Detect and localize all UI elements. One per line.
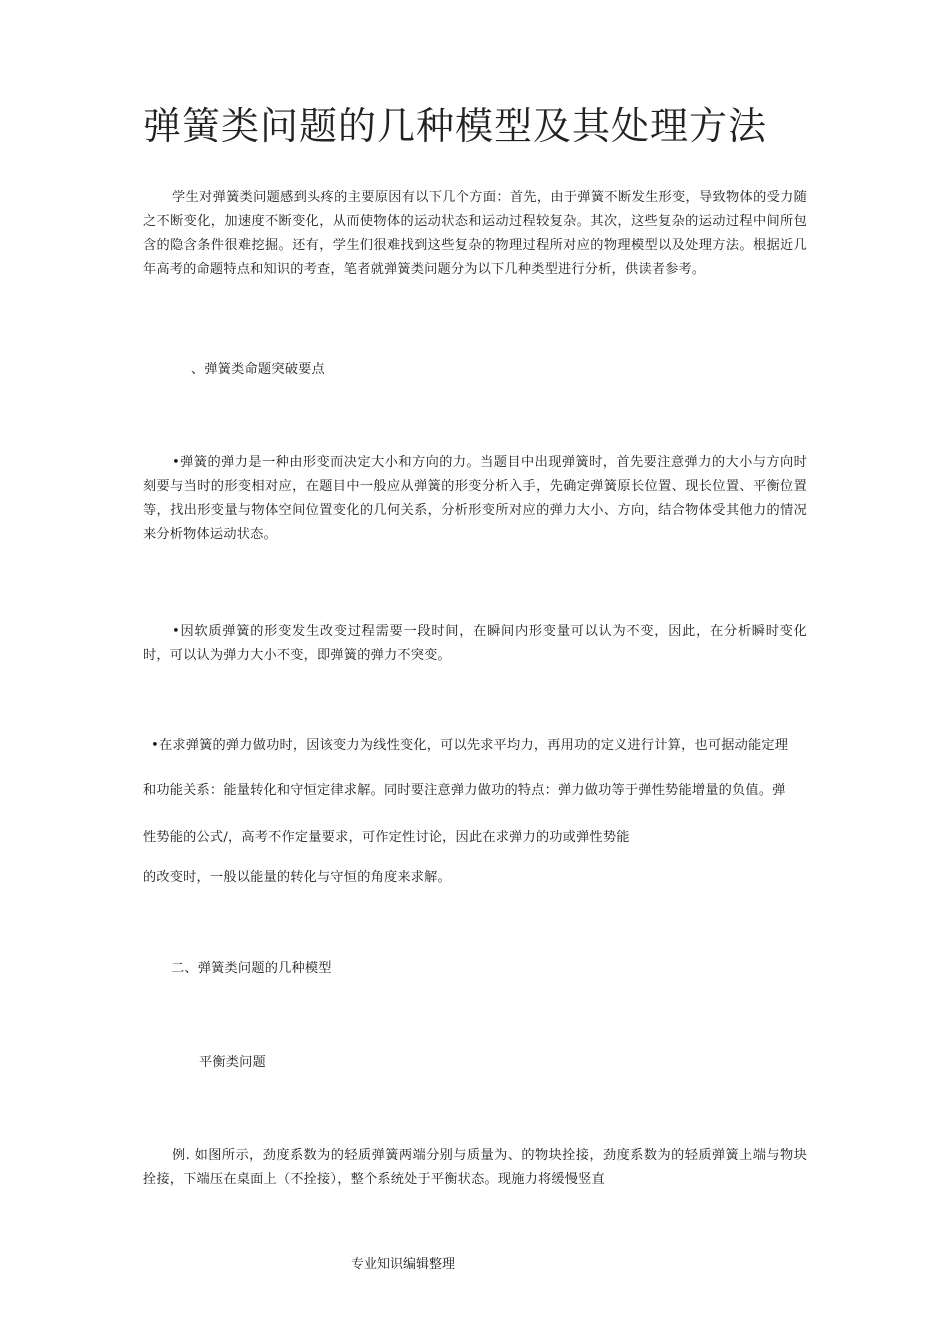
section-heading-breakthrough-points: 、弹簧类命题突破要点 <box>191 362 325 377</box>
page-footer: 专业知识编辑整理 <box>351 1257 456 1272</box>
point-work-line-2: 和功能关系：能量转化和守恒定律求解。同时要注意弹力做功的特点：弹力做功等于弹性势能增量的负值。弹 <box>143 783 786 798</box>
example-paragraph: 例. 如图所示，劲度系数为的轻质弹簧两端分别与质量为、的物块拴接，劲度系数为的轻质弹簧上端与物块拴接，下端压在桌面上（不拴接），整个系统处于平衡状态。现施力将缓慢竖直 <box>143 1148 807 1187</box>
point-work-line-3: 性势能的公式/，高考不作定量要求，可作定性讨论，因此在求弹力的功或弹性势能 <box>143 830 630 845</box>
document-title: 弹簧类问题的几种模型及其处理方法 <box>143 104 768 148</box>
intro-paragraph: 学生对弹簧类问题感到头疼的主要原因有以下几个方面：首先，由于弹簧不断发生形变，导致物体的受力随之不断变化，加速度不断变化，从而使物体的运动状态和运动过程较复杂。其次，这些复杂的运动过程中间所包含的隐含条件很难挖掘。还有，学生们很难找到这些复杂的物理过程所对应的物理模型以及处理方法。根据近几年高考的命题特点和知识的考查，笔者就弹簧类问题分为以下几种类型进行分析，供读者参考。 <box>143 190 807 277</box>
point-elastic-force-paragraph: •弹簧的弹力是一种由形变而决定大小和方向的力。当题目中出现弹簧时，首先要注意弹力的大小与方向时刻要与当时的形变相对应，在题目中一般应从弹簧的形变分析入手，先确定弹簧原长位置、现长位置、平衡位置等，找出形变量与物体空间位置变化的几何关系，分析形变所对应的弹力大小、方向，结合物体受其他力的情况来分析物体运动状态。 <box>143 455 807 542</box>
point-work-line-4: 的改变时，一般以能量的转化与守恒的角度来求解。 <box>143 870 451 885</box>
section-heading-models: 二、弹簧类问题的几种模型 <box>171 961 332 976</box>
subsection-heading-equilibrium: 平衡类问题 <box>199 1055 266 1070</box>
point-work-line-1: •在求弹簧的弹力做功时，因该变力为线性变化，可以先求平均力，再用功的定义进行计算，也可据动能定理 <box>151 738 789 753</box>
point-instantaneous-change-paragraph: •因软质弹簧的形变发生改变过程需要一段时间，在瞬间内形变量可以认为不变，因此，在分析瞬时变化时，可以认为弹力大小不变，即弹簧的弹力不突变。 <box>143 624 807 663</box>
